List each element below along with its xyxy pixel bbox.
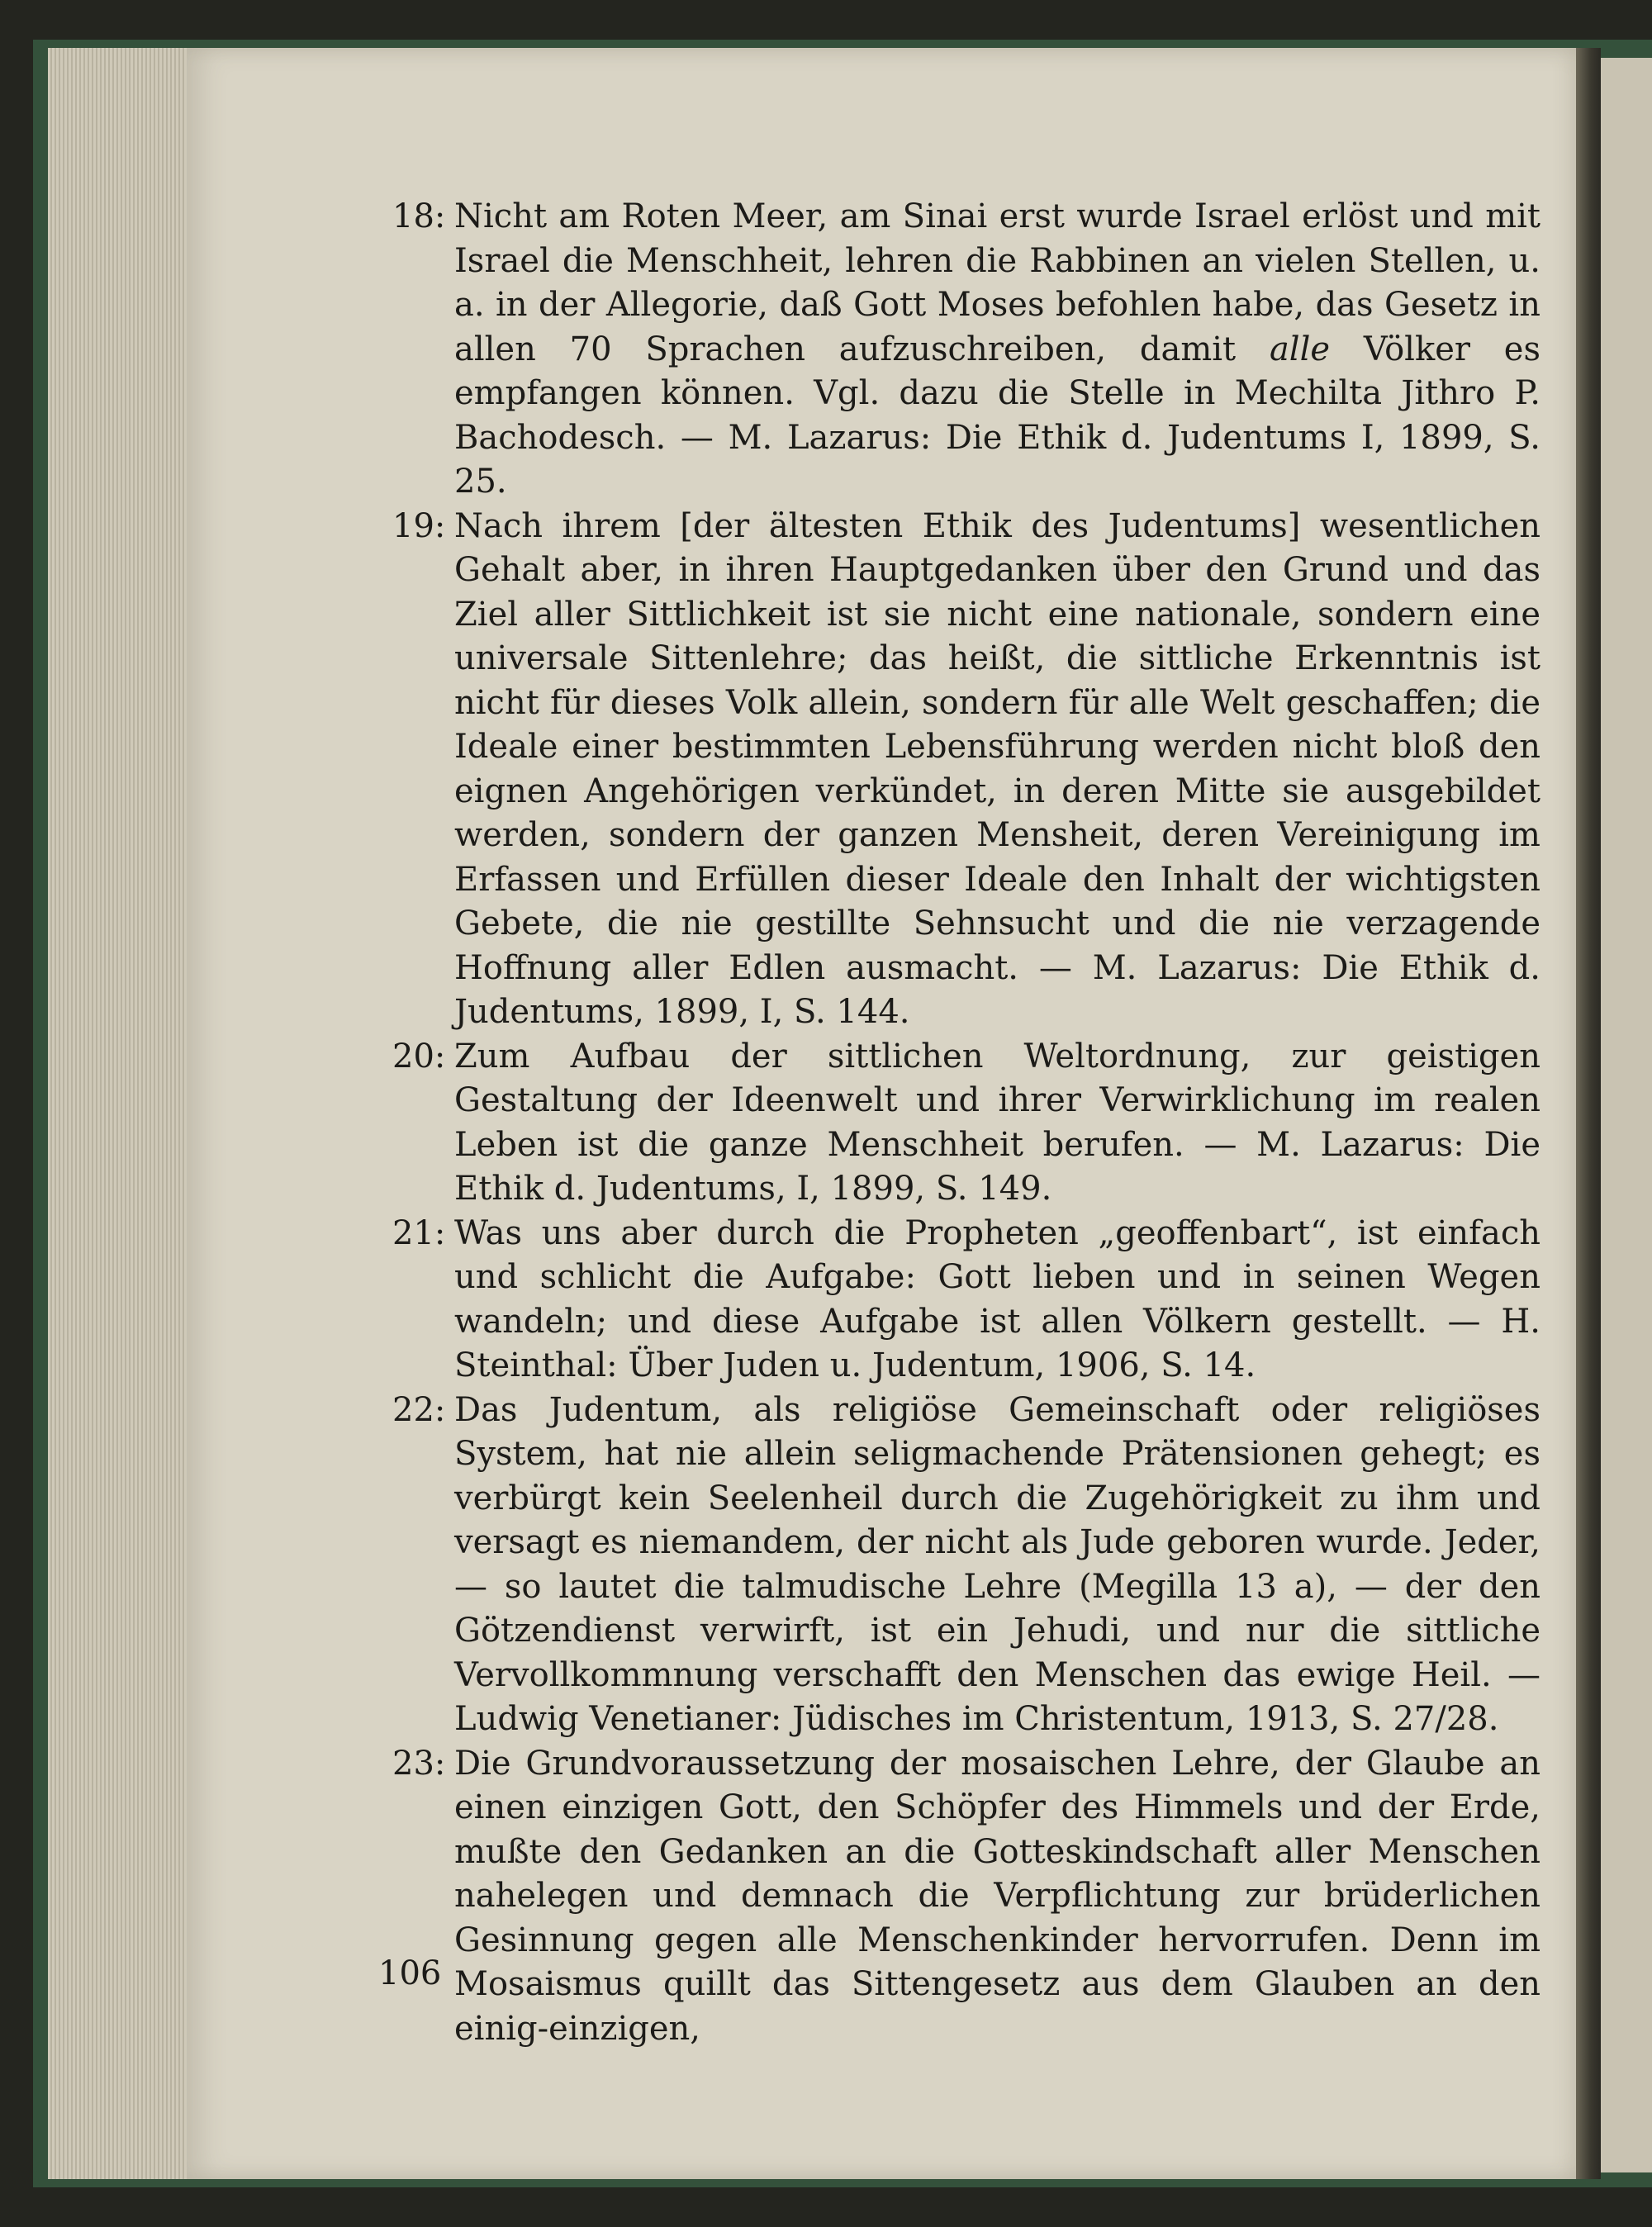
- facing-page-edge: [1601, 58, 1652, 2172]
- note-text: Was uns aber durch die Propheten „geoffenbart“, ist einfach und schlicht die Aufgabe: Gott lieben und in seinen Wegen wandeln; und diese Aufgabe ist allen Völkern gestellt. — H. Steinthal: Über Juden u. Judentum, 1906, S. 14.: [454, 1213, 1540, 1384]
- note-21: [392, 1212, 1540, 1389]
- note-number: 21:: [392, 1213, 446, 1252]
- note-number: 18:: [392, 197, 446, 235]
- note-number: 22:: [392, 1390, 446, 1429]
- notes-text-block: [392, 195, 1540, 2051]
- note-text: Zum Aufbau der sittlichen Weltordnung, zur geistigen Gestaltung der Ideenwelt und ihrer Verwirklichung im realen Leben ist die ganze Menschheit berufen. — M. Lazarus: Die Ethik d. Judentums, I, 1899, S. 149.: [454, 1037, 1540, 1208]
- page-edges: [48, 48, 197, 2179]
- page-number: 106: [378, 1954, 442, 1992]
- note-20: [392, 1035, 1540, 1212]
- note-text: Nach ihrem [der ältesten Ethik des Judentums] wesentlichen Gehalt aber, in ihren Hauptgedanken über den Grund und das Ziel aller Sittlichkeit ist sie nicht eine nationale, sondern eine universale Sittenlehre; das heißt, die sittliche Erkenntnis ist nicht für dieses Volk allein, sondern für alle Welt geschaffen; die Ideale einer bestimmten Lebensführung werden nicht bloß den eignen Angehörigen verkündet, in deren Mitte sie ausgebildet werden, sondern der ganzen Mensheit, deren Vereinigung im Erfassen und Erfüllen dieser Ideale den Inhalt der wichtigsten Gebete, die nie gestillte Sehnsucht und die nie verzagende Hoffnung aller Edlen ausmacht. — M. Lazarus: Die Ethik d. Judentums, 1899, I, S. 144.: [454, 506, 1540, 1031]
- note-text: Die Grundvoraussetzung der mosaischen Lehre, der Glaube an einen einzigen Gott, den Schöpfer des Himmels und der Erde, mußte den Gedanken an die Gotteskindschaft aller Menschen nahelegen und demnach die Verpflichtung zur brüderlichen Gesinnung gegen alle Menschenkinder hervorrufen. Denn im Mosaismus quillt das Sittengesetz aus dem Glauben an den einig-einzigen,: [454, 1744, 1540, 2048]
- note-text: Nicht am Roten Meer, am Sinai erst wurde Israel erlöst und mit Israel die Menschheit, lehren die Rabbinen an vielen Stellen, u. a. in der Allegorie, daß Gott Moses befohlen habe, das Gesetz in allen 70 Sprachen aufzuschreiben, damit alle Völker es empfangen können. Vgl. dazu die Stelle in Mechilta Jithro P. Bachodesch. — M. Lazarus: Die Ethik d. Judentums I, 1899, S. 25.: [454, 197, 1540, 501]
- note-number: 23:: [392, 1744, 446, 1783]
- book-gutter: [1576, 48, 1601, 2179]
- emphasis: alle: [1269, 330, 1331, 368]
- note-number: 19:: [392, 506, 446, 545]
- note-19: [392, 505, 1540, 1035]
- note-22: [392, 1389, 1540, 1742]
- note-18: [392, 195, 1540, 505]
- note-23: [392, 1742, 1540, 2052]
- note-number: 20:: [392, 1037, 446, 1076]
- note-text: Das Judentum, als religiöse Gemeinschaft oder religiöses System, hat nie allein seligmachende Prätensionen gehegt; es verbürgt kein Seelenheil durch die Zugehörigkeit zu ihm und versagt es niemandem, der nicht als Jude geboren wurde. Jeder, — so lautet die talmudische Lehre (Megilla 13 a), — der den Götzendienst verwirft, ist ein Jehudi, und nur die sittliche Vervollkommnung verschafft den Menschen das ewige Heil. — Ludwig Venetianer: Jüdisches im Christentum, 1913, S. 27/28.: [454, 1390, 1540, 1738]
